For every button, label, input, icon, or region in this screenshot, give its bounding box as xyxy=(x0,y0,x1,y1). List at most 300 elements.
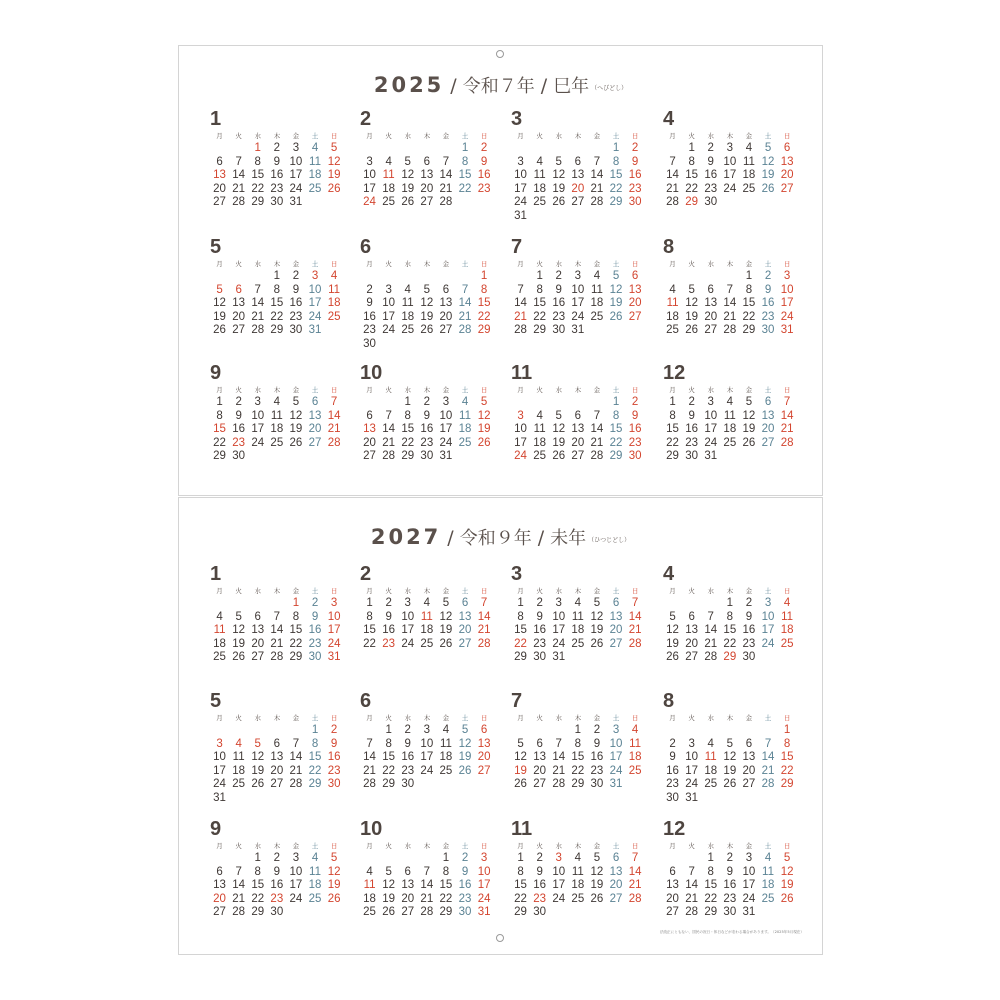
day-cell: 10 xyxy=(514,169,527,182)
day-cell: 20 xyxy=(609,879,623,892)
day-cell: 30 xyxy=(458,906,472,919)
empty-day xyxy=(530,724,549,738)
day-cell: 24 xyxy=(723,182,737,195)
zodiac-year: 巳年 xyxy=(553,76,590,97)
day-cell: 10 xyxy=(552,865,566,878)
month-name: 5 xyxy=(210,690,222,712)
day-cell: 8 xyxy=(385,737,392,750)
day-cell: 12 xyxy=(232,624,246,637)
day-cell: 24 xyxy=(552,892,566,905)
day-cell: 7 xyxy=(631,852,639,864)
day-cell: 23 xyxy=(552,310,566,323)
day-cell: 7 xyxy=(764,737,772,750)
day-cell: 29 xyxy=(704,906,718,919)
empty-day xyxy=(210,852,229,866)
day-cell: 29 xyxy=(213,450,226,463)
day-cell: 2 xyxy=(536,597,543,609)
weekday-label: 火 xyxy=(536,386,543,394)
day-cell: 20 xyxy=(308,423,322,436)
day-cell: 12 xyxy=(590,610,604,623)
day-cell: 3 xyxy=(517,155,524,168)
weekday-label: 金 xyxy=(442,842,450,850)
empty-day xyxy=(720,724,739,738)
day-cell: 8 xyxy=(216,409,223,422)
day-cell: 4 xyxy=(574,852,582,864)
day-cell: 11 xyxy=(533,423,546,436)
day-cell: 28 xyxy=(666,196,679,209)
day-cell: 17 xyxy=(327,624,341,637)
day-cell: 26 xyxy=(761,182,775,195)
day-cell: 5 xyxy=(423,283,431,296)
month-name: 10 xyxy=(360,818,383,840)
day-cell: 13 xyxy=(213,879,226,892)
weekday-label: 日 xyxy=(783,132,791,140)
day-cell: 4 xyxy=(461,396,469,408)
weekday-label: 日 xyxy=(631,386,639,394)
weekday-label: 金 xyxy=(442,386,450,394)
empty-day xyxy=(379,852,398,866)
day-cell: 2 xyxy=(764,270,772,282)
day-cell: 10 xyxy=(289,155,303,168)
weekday-label: 日 xyxy=(330,714,338,722)
day-cell: 18 xyxy=(363,892,376,905)
empty-day xyxy=(286,724,305,738)
day-cell: 31 xyxy=(685,791,699,804)
day-cell: 31 xyxy=(327,651,341,664)
day-cell: 5 xyxy=(385,865,392,878)
day-cell: 13 xyxy=(571,169,585,182)
day-cell: 27 xyxy=(477,764,491,777)
day-cell: 19 xyxy=(590,879,604,892)
empty-day xyxy=(360,852,379,866)
day-cell: 16 xyxy=(685,423,699,436)
day-cell: 10 xyxy=(742,865,756,878)
day-cell: 1 xyxy=(273,270,281,282)
day-cell: 16 xyxy=(704,169,718,182)
empty-day xyxy=(720,270,739,284)
weekday-label: 木 xyxy=(574,386,582,394)
weekday-label: 水 xyxy=(555,260,562,268)
month-11 xyxy=(511,362,645,464)
day-cell: 18 xyxy=(742,169,756,182)
day-grid xyxy=(511,712,645,792)
day-cell: 1 xyxy=(669,396,676,408)
day-cell: 6 xyxy=(366,409,373,422)
weekday-label: 月 xyxy=(669,386,676,394)
day-cell: 11 xyxy=(309,155,321,168)
day-cell: 4 xyxy=(311,142,319,154)
day-cell: 22 xyxy=(723,637,737,650)
day-cell: 30 xyxy=(742,651,756,664)
weekday-label: 金 xyxy=(745,260,753,268)
month-name: 11 xyxy=(511,362,533,384)
day-cell: 19 xyxy=(439,624,453,637)
empty-day xyxy=(701,270,720,284)
day-cell: 8 xyxy=(311,737,319,750)
day-cell: 2 xyxy=(555,270,562,282)
day-cell: 18 xyxy=(327,297,341,310)
day-cell: 14 xyxy=(552,751,566,764)
day-cell: 20 xyxy=(571,182,585,195)
day-grid xyxy=(360,258,494,352)
empty-day xyxy=(549,396,568,410)
empty-day xyxy=(417,270,436,284)
day-cell: 25 xyxy=(628,764,642,777)
day-cell: 12 xyxy=(458,737,472,750)
day-cell: 2 xyxy=(292,270,300,282)
day-cell: 14 xyxy=(628,610,642,623)
day-cell: 21 xyxy=(723,310,737,323)
day-cell: 16 xyxy=(742,624,756,637)
day-cell: 1 xyxy=(783,724,791,736)
empty-day xyxy=(229,724,248,738)
month-6 xyxy=(360,236,494,352)
day-cell: 21 xyxy=(363,764,376,777)
weekday-label: 木 xyxy=(726,587,734,595)
day-cell: 9 xyxy=(480,155,488,168)
weekday-label: 金 xyxy=(593,260,601,268)
day-cell: 5 xyxy=(745,396,753,408)
month-name: 7 xyxy=(511,690,523,712)
weekday-label: 金 xyxy=(593,386,601,394)
day-cell: 19 xyxy=(685,310,699,323)
day-cell: 30 xyxy=(327,778,341,791)
day-cell: 25 xyxy=(327,310,341,323)
day-cell: 28 xyxy=(439,196,453,209)
weekday-label: 月 xyxy=(517,714,524,722)
weekday-label: 火 xyxy=(385,714,392,722)
day-cell: 11 xyxy=(213,624,226,637)
day-cell: 26 xyxy=(477,436,491,449)
day-cell: 31 xyxy=(308,324,322,337)
empty-day xyxy=(682,270,701,284)
weekday-label: 金 xyxy=(745,714,753,722)
day-cell: 16 xyxy=(628,169,642,182)
weekday-label: 月 xyxy=(366,260,373,268)
month-name: 1 xyxy=(210,563,222,585)
empty-day xyxy=(248,724,267,738)
day-cell: 11 xyxy=(629,737,642,750)
weekday-label: 水 xyxy=(555,386,562,394)
empty-day xyxy=(663,597,682,611)
day-cell: 19 xyxy=(723,764,737,777)
weekday-label: 月 xyxy=(216,714,223,722)
month-name: 2 xyxy=(360,108,372,130)
day-cell: 22 xyxy=(401,436,415,449)
day-cell: 23 xyxy=(704,182,718,195)
day-cell: 13 xyxy=(363,423,376,436)
day-cell: 13 xyxy=(308,409,322,422)
weekday-label: 火 xyxy=(385,842,392,850)
day-cell: 23 xyxy=(232,436,246,449)
day-cell: 3 xyxy=(574,270,582,282)
weekday-label: 金 xyxy=(593,714,601,722)
day-cell: 18 xyxy=(590,297,604,310)
day-cell: 24 xyxy=(514,450,527,463)
day-cell: 9 xyxy=(385,610,392,623)
day-cell: 6 xyxy=(404,865,411,878)
weekday-label: 土 xyxy=(311,260,319,268)
day-cell: 23 xyxy=(533,637,547,650)
day-cell: 8 xyxy=(273,283,281,296)
day-cell: 12 xyxy=(477,409,491,422)
day-cell: 12 xyxy=(552,423,566,436)
day-cell: 22 xyxy=(213,436,226,449)
day-cell: 4 xyxy=(216,610,223,623)
day-cell: 20 xyxy=(609,624,623,637)
day-cell: 3 xyxy=(480,852,488,864)
day-cell: 21 xyxy=(270,637,284,650)
weekday-label: 金 xyxy=(292,386,300,394)
day-cell: 11 xyxy=(666,297,679,310)
day-cell: 2 xyxy=(707,142,714,154)
weekday-label: 水 xyxy=(254,386,261,394)
day-cell: 23 xyxy=(327,764,341,777)
weekday-label: 土 xyxy=(461,132,469,140)
day-cell: 23 xyxy=(742,637,756,650)
day-cell: 15 xyxy=(439,879,453,892)
month-2 xyxy=(360,563,494,651)
day-cell: 21 xyxy=(232,182,246,195)
day-cell: 14 xyxy=(289,751,303,764)
day-grid xyxy=(663,258,797,338)
day-cell: 1 xyxy=(726,597,734,609)
day-cell: 6 xyxy=(707,283,714,296)
day-cell: 25 xyxy=(533,450,547,463)
weekday-label: 日 xyxy=(783,587,791,595)
day-cell: 22 xyxy=(439,892,453,905)
day-cell: 9 xyxy=(745,610,753,623)
day-cell: 30 xyxy=(666,791,679,804)
day-cell: 17 xyxy=(514,436,527,449)
weekday-label: 水 xyxy=(707,842,714,850)
month-name: 12 xyxy=(663,362,686,384)
day-cell: 20 xyxy=(533,764,547,777)
day-grid xyxy=(210,130,344,210)
weekday-label: 月 xyxy=(669,260,676,268)
day-cell: 3 xyxy=(555,852,562,864)
weekday-label: 日 xyxy=(783,260,791,268)
day-cell: 29 xyxy=(685,196,699,209)
weekday-label: 日 xyxy=(330,386,338,394)
day-cell: 14 xyxy=(704,624,718,637)
weekday-label: 月 xyxy=(366,587,373,595)
day-cell: 29 xyxy=(439,906,453,919)
day-cell: 5 xyxy=(517,737,524,750)
weekday-label: 木 xyxy=(726,132,734,140)
month-name: 10 xyxy=(360,362,383,384)
day-cell: 3 xyxy=(688,737,695,750)
day-cell: 10 xyxy=(363,169,376,182)
day-cell: 25 xyxy=(213,651,226,664)
day-cell: 10 xyxy=(420,737,434,750)
day-grid xyxy=(210,585,344,665)
day-cell: 27 xyxy=(213,196,226,209)
day-cell: 16 xyxy=(308,624,322,637)
weekday-label: 火 xyxy=(688,587,695,595)
day-cell: 25 xyxy=(308,892,322,905)
separator: / xyxy=(450,75,457,97)
month-12 xyxy=(663,362,797,464)
day-cell: 1 xyxy=(745,270,753,282)
day-cell: 27 xyxy=(420,196,434,209)
month-1 xyxy=(210,563,344,665)
day-cell: 31 xyxy=(552,651,566,664)
day-cell: 22 xyxy=(477,310,491,323)
day-cell: 29 xyxy=(742,324,756,337)
day-cell: 17 xyxy=(552,879,566,892)
day-cell: 26 xyxy=(723,778,737,791)
weekday-label: 木 xyxy=(423,842,431,850)
era-year: 令和７年 xyxy=(462,76,535,97)
day-cell: 26 xyxy=(213,324,226,337)
day-cell: 10 xyxy=(609,737,623,750)
day-cell: 17 xyxy=(289,169,303,182)
weekday-label: 土 xyxy=(764,386,772,394)
weekday-label: 金 xyxy=(292,132,300,140)
day-cell: 26 xyxy=(458,764,472,777)
month-name: 7 xyxy=(511,236,523,258)
day-cell: 14 xyxy=(590,423,604,436)
weekday-label: 月 xyxy=(669,587,676,595)
day-cell: 18 xyxy=(571,624,585,637)
day-cell: 14 xyxy=(232,879,246,892)
day-cell: 28 xyxy=(628,637,642,650)
empty-day xyxy=(568,142,587,156)
day-cell: 15 xyxy=(289,624,303,637)
day-cell: 20 xyxy=(232,310,246,323)
month-name: 12 xyxy=(663,818,686,840)
day-cell: 27 xyxy=(439,324,453,337)
day-cell: 12 xyxy=(213,297,226,310)
day-cell: 20 xyxy=(270,764,284,777)
day-cell: 13 xyxy=(742,751,756,764)
weekday-label: 火 xyxy=(536,132,543,140)
day-cell: 26 xyxy=(251,778,265,791)
day-grid xyxy=(360,840,494,920)
day-cell: 17 xyxy=(439,423,453,436)
weekday-label: 火 xyxy=(235,714,242,722)
day-cell: 28 xyxy=(232,906,246,919)
empty-day xyxy=(267,597,286,611)
weekday-label: 水 xyxy=(254,132,261,140)
day-cell: 15 xyxy=(666,423,679,436)
day-cell: 6 xyxy=(536,737,543,750)
day-cell: 26 xyxy=(666,651,679,664)
day-cell: 21 xyxy=(704,637,718,650)
weekday-label: 土 xyxy=(311,386,319,394)
day-cell: 14 xyxy=(382,423,396,436)
weekday-label: 水 xyxy=(404,386,411,394)
day-cell: 29 xyxy=(780,778,794,791)
empty-day xyxy=(229,597,248,611)
day-cell: 19 xyxy=(761,169,775,182)
day-cell: 24 xyxy=(439,436,453,449)
day-cell: 18 xyxy=(232,764,246,777)
day-cell: 9 xyxy=(273,865,281,878)
empty-day xyxy=(568,396,587,410)
day-cell: 14 xyxy=(439,169,453,182)
day-cell: 24 xyxy=(685,778,699,791)
separator: / xyxy=(447,527,454,549)
day-cell: 8 xyxy=(442,865,450,878)
day-cell: 14 xyxy=(666,169,679,182)
weekday-label: 金 xyxy=(593,842,601,850)
day-cell: 5 xyxy=(669,610,676,623)
day-cell: 11 xyxy=(781,610,794,623)
weekday-label: 木 xyxy=(574,132,582,140)
day-cell: 19 xyxy=(609,297,623,310)
weekday-label: 日 xyxy=(631,132,639,140)
day-cell: 26 xyxy=(780,892,794,905)
day-cell: 2 xyxy=(330,724,338,736)
day-cell: 25 xyxy=(232,778,246,791)
day-cell: 2 xyxy=(631,396,639,408)
month-12 xyxy=(663,818,797,920)
day-cell: 24 xyxy=(289,182,303,195)
empty-day xyxy=(229,142,248,156)
zodiac-reading: （へびどし） xyxy=(591,85,628,92)
day-cell: 9 xyxy=(536,865,543,878)
month-7 xyxy=(511,690,645,792)
weekday-label: 日 xyxy=(480,260,488,268)
weekday-label: 木 xyxy=(726,260,734,268)
day-cell: 4 xyxy=(707,737,714,750)
month-name: 4 xyxy=(663,563,675,585)
day-cell: 20 xyxy=(761,423,775,436)
month-name: 3 xyxy=(511,563,523,585)
weekday-label: 金 xyxy=(745,132,753,140)
month-name: 3 xyxy=(511,108,523,130)
day-cell: 10 xyxy=(704,409,718,422)
day-cell: 22 xyxy=(742,310,756,323)
month-8 xyxy=(663,690,797,806)
day-cell: 13 xyxy=(571,423,585,436)
day-cell: 15 xyxy=(723,624,737,637)
weekday-label: 土 xyxy=(461,842,469,850)
day-cell: 4 xyxy=(764,852,772,864)
empty-day xyxy=(587,142,606,156)
day-cell: 28 xyxy=(458,324,472,337)
day-cell: 18 xyxy=(458,423,472,436)
weekday-label: 土 xyxy=(612,386,620,394)
day-cell: 12 xyxy=(742,409,756,422)
day-cell: 4 xyxy=(745,142,753,154)
day-cell: 1 xyxy=(385,724,392,736)
day-cell: 15 xyxy=(742,297,756,310)
day-cell: 14 xyxy=(761,751,775,764)
month-4 xyxy=(663,108,797,210)
day-cell: 8 xyxy=(574,737,582,750)
day-cell: 16 xyxy=(363,310,376,323)
day-cell: 3 xyxy=(783,270,791,282)
day-cell: 15 xyxy=(213,423,226,436)
day-cell: 16 xyxy=(382,624,396,637)
day-cell: 3 xyxy=(292,142,300,154)
weekday-label: 木 xyxy=(273,260,281,268)
day-cell: 3 xyxy=(442,396,450,408)
weekday-label: 木 xyxy=(726,386,734,394)
day-cell: 24 xyxy=(742,892,756,905)
weekday-label: 土 xyxy=(461,386,469,394)
day-cell: 13 xyxy=(477,737,491,750)
day-cell: 1 xyxy=(688,142,695,154)
day-cell: 17 xyxy=(609,751,623,764)
day-cell: 15 xyxy=(401,423,415,436)
day-cell: 21 xyxy=(327,423,341,436)
day-cell: 11 xyxy=(762,865,774,878)
day-cell: 9 xyxy=(330,737,338,750)
